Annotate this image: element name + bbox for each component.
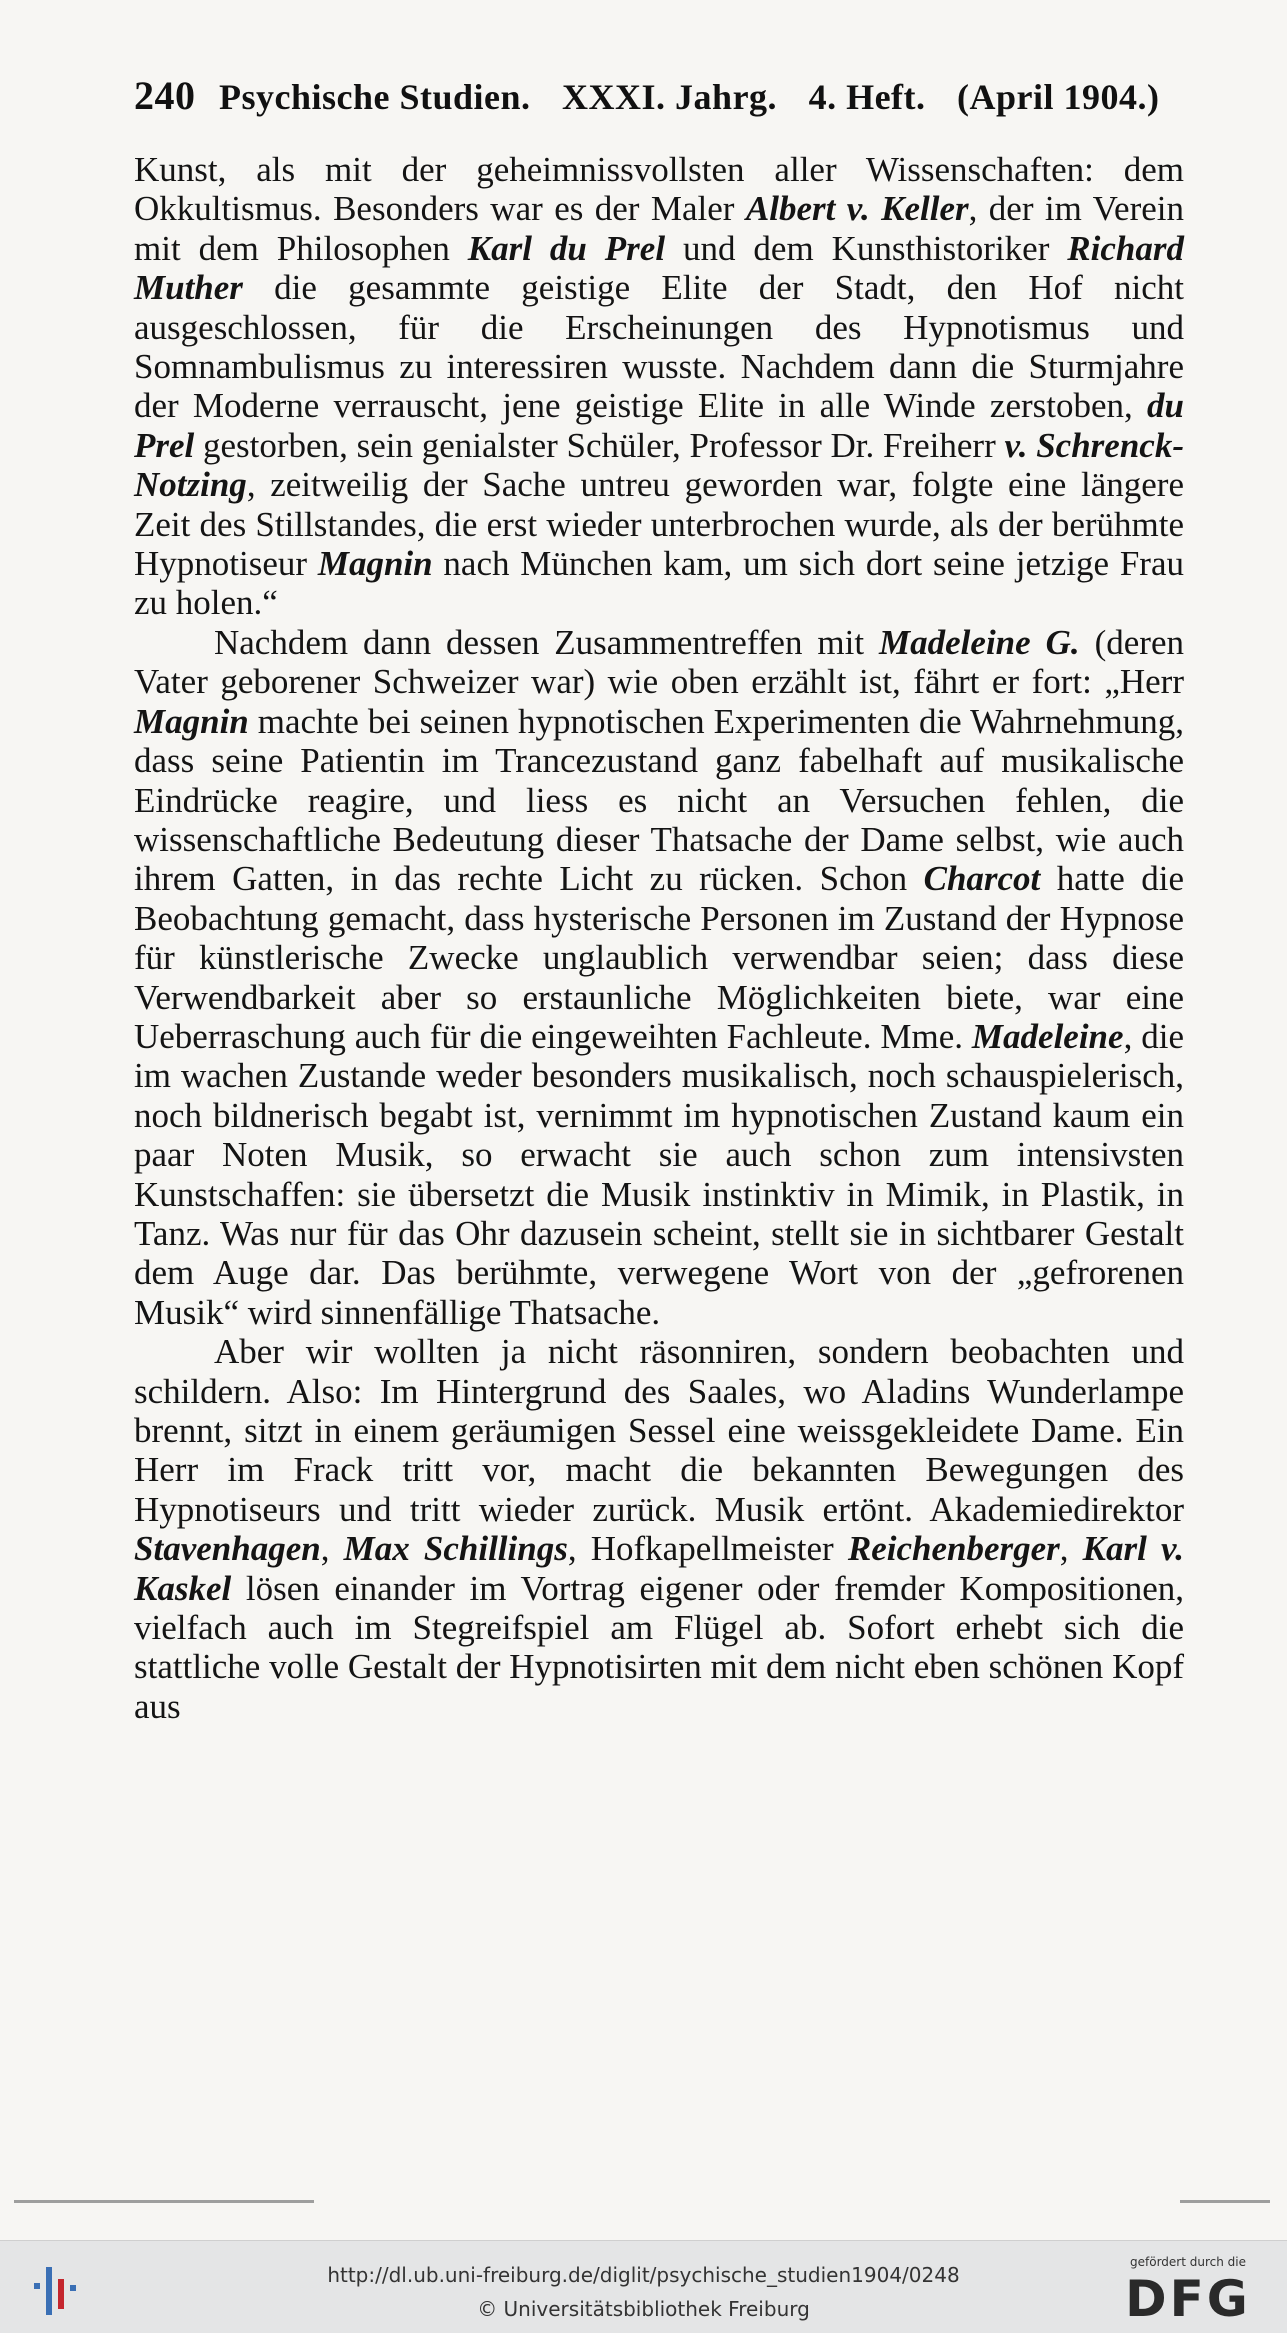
volume-label: XXXI. Jahrg.	[562, 77, 778, 117]
body-text	[134, 150, 1184, 1726]
issue-date: (April 1904.)	[957, 77, 1160, 117]
scan-artifact-line	[1180, 2200, 1270, 2203]
paragraph-3: Aber wir wollten ja nicht räsonniren, sondern beobachten und schildern. Also: Im Hintergrund des Saales, wo Aladins Wunderlampe brennt, sitzt in einem geräumigen Sessel eine weissgekleidete Dame. Ein Herr im Frack tritt vor, macht die bekannten Bewegungen des Hypnotiseurs und tritt wieder zurück. Musik ertönt. Akademiedirektor Stavenhagen, Max Schillings, Hofkapellmeister Reichenberger, Karl v. Kaskel lösen einander im Vortrag eigener oder fremder Kompositionen, vielfach auch im Stegreifspiel am Flügel ab. Sofort erhebt sich die stattliche volle Gestalt der Hypnotisirten mit dem nicht eben schönen Kopf aus	[134, 1332, 1184, 1726]
copyright-notice: © Universitätsbibliothek Freiburg	[477, 2297, 810, 2321]
permalink-url[interactable]: http://dl.ub.uni-freiburg.de/diglit/psychische_studien1904/0248	[327, 2263, 960, 2287]
paragraph-2: Nachdem dann dessen Zusammentreffen mit Madeleine G. (deren Vater geborener Schweizer war) wie oben erzählt ist, fährt er fort: „Herr Magnin machte bei seinen hypnotischen Experimenten die Wahrnehmung, dass seine Patientin im Trancezustand ganz fabelhaft auf musikalische Eindrücke reagire, und liess es nicht an Versuchen fehlen, die wissenschaftliche Bedeutung dieser Thatsache der Dame selbst, wie auch ihrem Gatten, in das rechte Licht zu rücken. Schon Charcot hatte die Beobachtung gemacht, dass hysterische Personen im Zustand der Hypnose für künstlerische Zwecke unglaublich verwendbar seien; dass diese Verwendbarkeit aber so erstaunliche Möglichkeiten biete, war eine Ueberraschung auch für die eingeweihten Fachleute. Mme. Madeleine, die im wachen Zustande weder besonders musikalisch, noch schauspielerisch, noch bildnerisch begabt ist, vernimmt im hypnotischen Zustand kaum ein paar Noten Musik, so erwacht sie auch schon zum intensivsten Kunstschaffen: sie übersetzt die Musik instinktiv in Mimik, in Plastik, in Tanz. Was nur für das Ohr dazusein scheint, stellt sie in sichtbarer Gestalt dem Auge dar. Das berühmte, verwegene Wort von der „gefrorenen Musik“ wird sinnenfällige Thatsache.	[134, 622, 1184, 1332]
dfg-logo: DFG	[1125, 2270, 1251, 2328]
running-head	[134, 72, 1214, 119]
dfg-caption: gefördert durch die	[1130, 2255, 1246, 2269]
issue-label: 4. Heft.	[808, 77, 926, 117]
journal-title: Psychische Studien.	[219, 77, 531, 117]
page-number: 240	[134, 73, 196, 118]
scan-artifact-line	[14, 2200, 314, 2203]
paragraph-1: Kunst, als mit der geheimnissvollsten aller Wissenschaften: dem Okkultismus. Besonders war es der Maler Albert v. Keller, der im Verein mit dem Philosophen Karl du Prel und dem Kunsthistoriker Richard Muther die gesammte geistige Elite der Stadt, den Hof nicht ausgeschlossen, für die Erscheinungen des Hypnotismus und Somnambulismus zu interessiren wusste. Nachdem dann die Sturmjahre der Moderne verrauscht, jene geistige Elite in alle Winde zerstoben, du Prel gestorben, sein genialster Schüler, Professor Dr. Freiherr v. Schrenck-Notzing, zeitweilig der Sache untreu geworden war, folgte eine längere Zeit des Stillstandes, die erst wieder unterbrochen wurde, als der berühmte Hypnotiseur Magnin nach München kam, um sich dort seine jetzige Frau zu holen.“	[134, 150, 1184, 623]
viewer-footer	[0, 2240, 1287, 2333]
